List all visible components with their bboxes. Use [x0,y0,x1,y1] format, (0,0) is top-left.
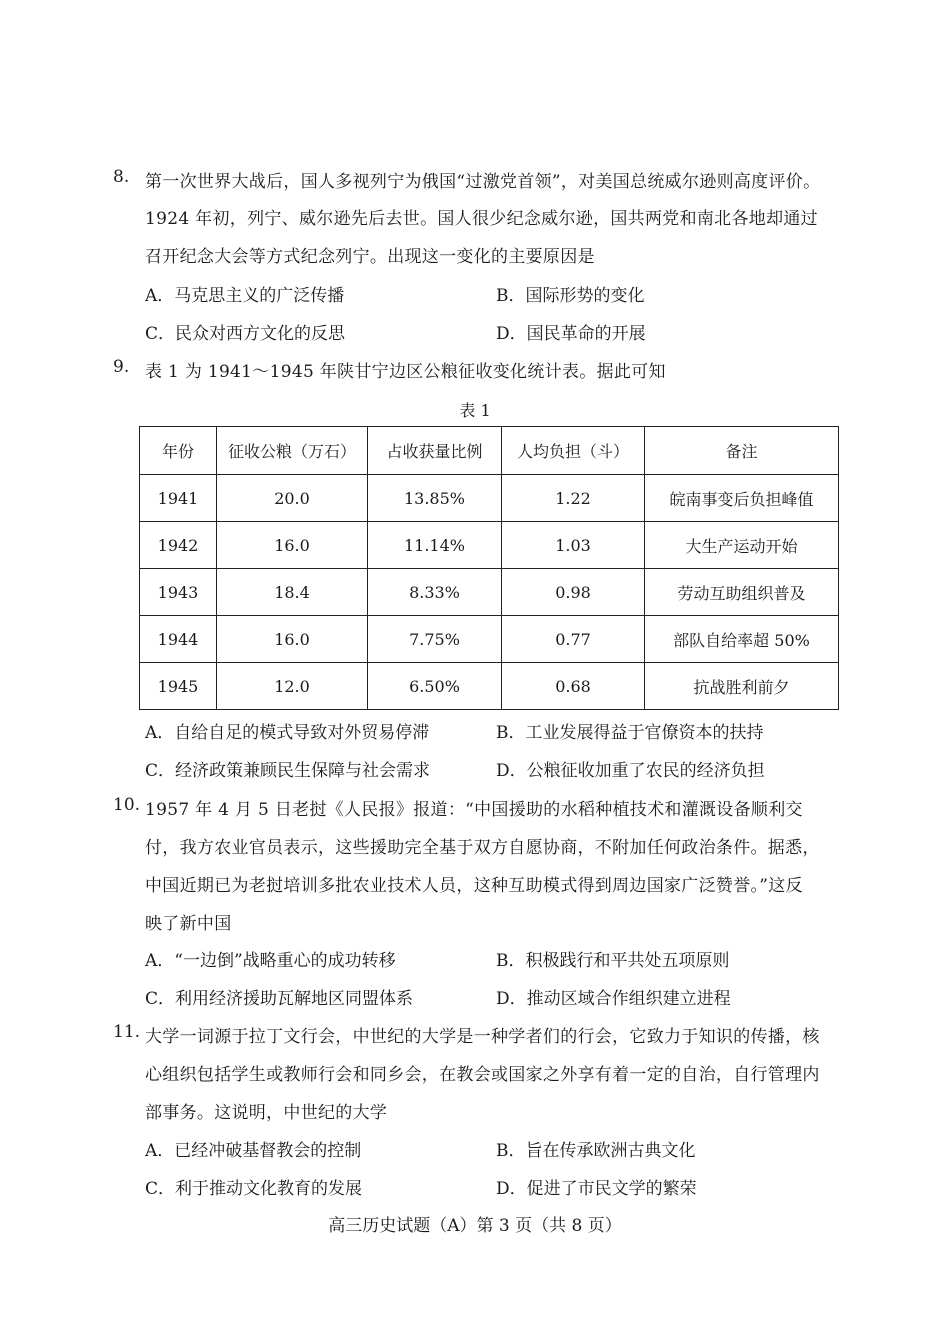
option-a: A．马克思主义的广泛传播 [145,286,345,306]
table-row [140,475,839,522]
cell-year: 1945 [140,663,217,710]
table-row [140,522,839,569]
grain-table [139,426,839,710]
question-text-line: 部事务。这说明，中世纪的大学 [145,1103,388,1123]
option-c: C．利用经济援助瓦解地区同盟体系 [145,989,414,1009]
cell-year: 1941 [140,475,217,522]
option-b: B．积极践行和平共处五项原则 [496,951,730,971]
option-a: A．“一边倒”战略重心的成功转移 [145,951,396,971]
question-text-line: 付，我方农业官员表示，这些援助完全基于双方自愿协商，不附加任何政治条件。据悉， [145,838,820,858]
question-number: 11. [113,1022,141,1042]
page-footer: 高三历史试题（A）第 3 页（共 8 页） [328,1216,622,1236]
cell-grain: 16.0 [217,522,368,569]
table-row [140,569,839,616]
question-number: 9. [113,357,130,377]
cell-ratio: 11.14% [368,522,502,569]
table-row [140,663,839,710]
question-number: 10. [113,795,141,815]
cell-grain: 18.4 [217,569,368,616]
cell-grain: 12.0 [217,663,368,710]
option-c: C．民众对西方文化的反思 [145,324,346,344]
cell-ratio: 8.33% [368,569,502,616]
question-text-line: 1957 年 4 月 5 日老挝《人民报》报道：“中国援助的水稻种植技术和灌溉设备顺利交 [145,800,803,820]
cell-note: 皖南事变后负担峰值 [645,475,839,522]
cell-year: 1944 [140,616,217,663]
question-text-line: 映了新中国 [145,914,232,934]
cell-year: 1943 [140,569,217,616]
table-row [140,616,839,663]
question-text-line: 心组织包括学生或教师行会和同乡会，在教会或国家之外享有着一定的自治，自行管理内 [145,1065,820,1085]
option-b: B．工业发展得益于官僚资本的扶持 [496,723,764,743]
cell-note: 大生产运动开始 [645,522,839,569]
question-number: 8. [113,167,130,187]
option-a: A．已经冲破基督教会的控制 [145,1141,362,1161]
cell-burden: 0.68 [502,663,645,710]
question-text-line: 1924 年初，列宁、威尔逊先后去世。国人很少纪念威尔逊，国共两党和南北各地却通过 [145,209,818,229]
cell-grain: 20.0 [217,475,368,522]
option-b: B．旨在传承欧洲古典文化 [496,1141,696,1161]
question-text-line: 中国近期已为老挝培训多批农业技术人员，这种互助模式得到周边国家广泛赞誉。”这反 [145,876,803,896]
cell-burden: 1.03 [502,522,645,569]
header-note: 备注 [645,427,839,475]
option-d: D．公粮征收加重了农民的经济负担 [496,761,765,781]
header-burden: 人均负担（斗） [502,427,645,475]
cell-burden: 0.98 [502,569,645,616]
cell-ratio: 6.50% [368,663,502,710]
question-text-line: 召开纪念大会等方式纪念列宁。出现这一变化的主要原因是 [145,247,595,267]
option-d: D．促进了市民文学的繁荣 [496,1179,697,1199]
question-text-line: 表 1 为 1941～1945 年陕甘宁边区公粮征收变化统计表。据此可知 [145,362,666,382]
cell-ratio: 7.75% [368,616,502,663]
cell-note: 劳动互助组织普及 [645,569,839,616]
table-caption: 表 1 [459,401,491,420]
table-header-row [140,427,839,475]
question-text-line: 第一次世界大战后，国人多视列宁为俄国“过激党首领”，对美国总统威尔逊则高度评价。 [145,172,821,192]
header-grain: 征收公粮（万石） [217,427,368,475]
cell-note: 抗战胜利前夕 [645,663,839,710]
cell-ratio: 13.85% [368,475,502,522]
option-d: D．推动区域合作组织建立进程 [496,989,731,1009]
option-b: B．国际形势的变化 [496,286,645,306]
header-year: 年份 [140,427,217,475]
option-d: D．国民革命的开展 [496,324,646,344]
option-a: A．自给自足的模式导致对外贸易停滞 [145,723,430,743]
header-ratio: 占收获量比例 [368,427,502,475]
cell-year: 1942 [140,522,217,569]
cell-grain: 16.0 [217,616,368,663]
cell-burden: 0.77 [502,616,645,663]
cell-burden: 1.22 [502,475,645,522]
option-c: C．利于推动文化教育的发展 [145,1179,363,1199]
question-text-line: 大学一词源于拉丁文行会，中世纪的大学是一种学者们的行会，它致力于知识的传播，核 [145,1027,820,1047]
option-c: C．经济政策兼顾民生保障与社会需求 [145,761,431,781]
cell-note: 部队自给率超 50% [645,616,839,663]
